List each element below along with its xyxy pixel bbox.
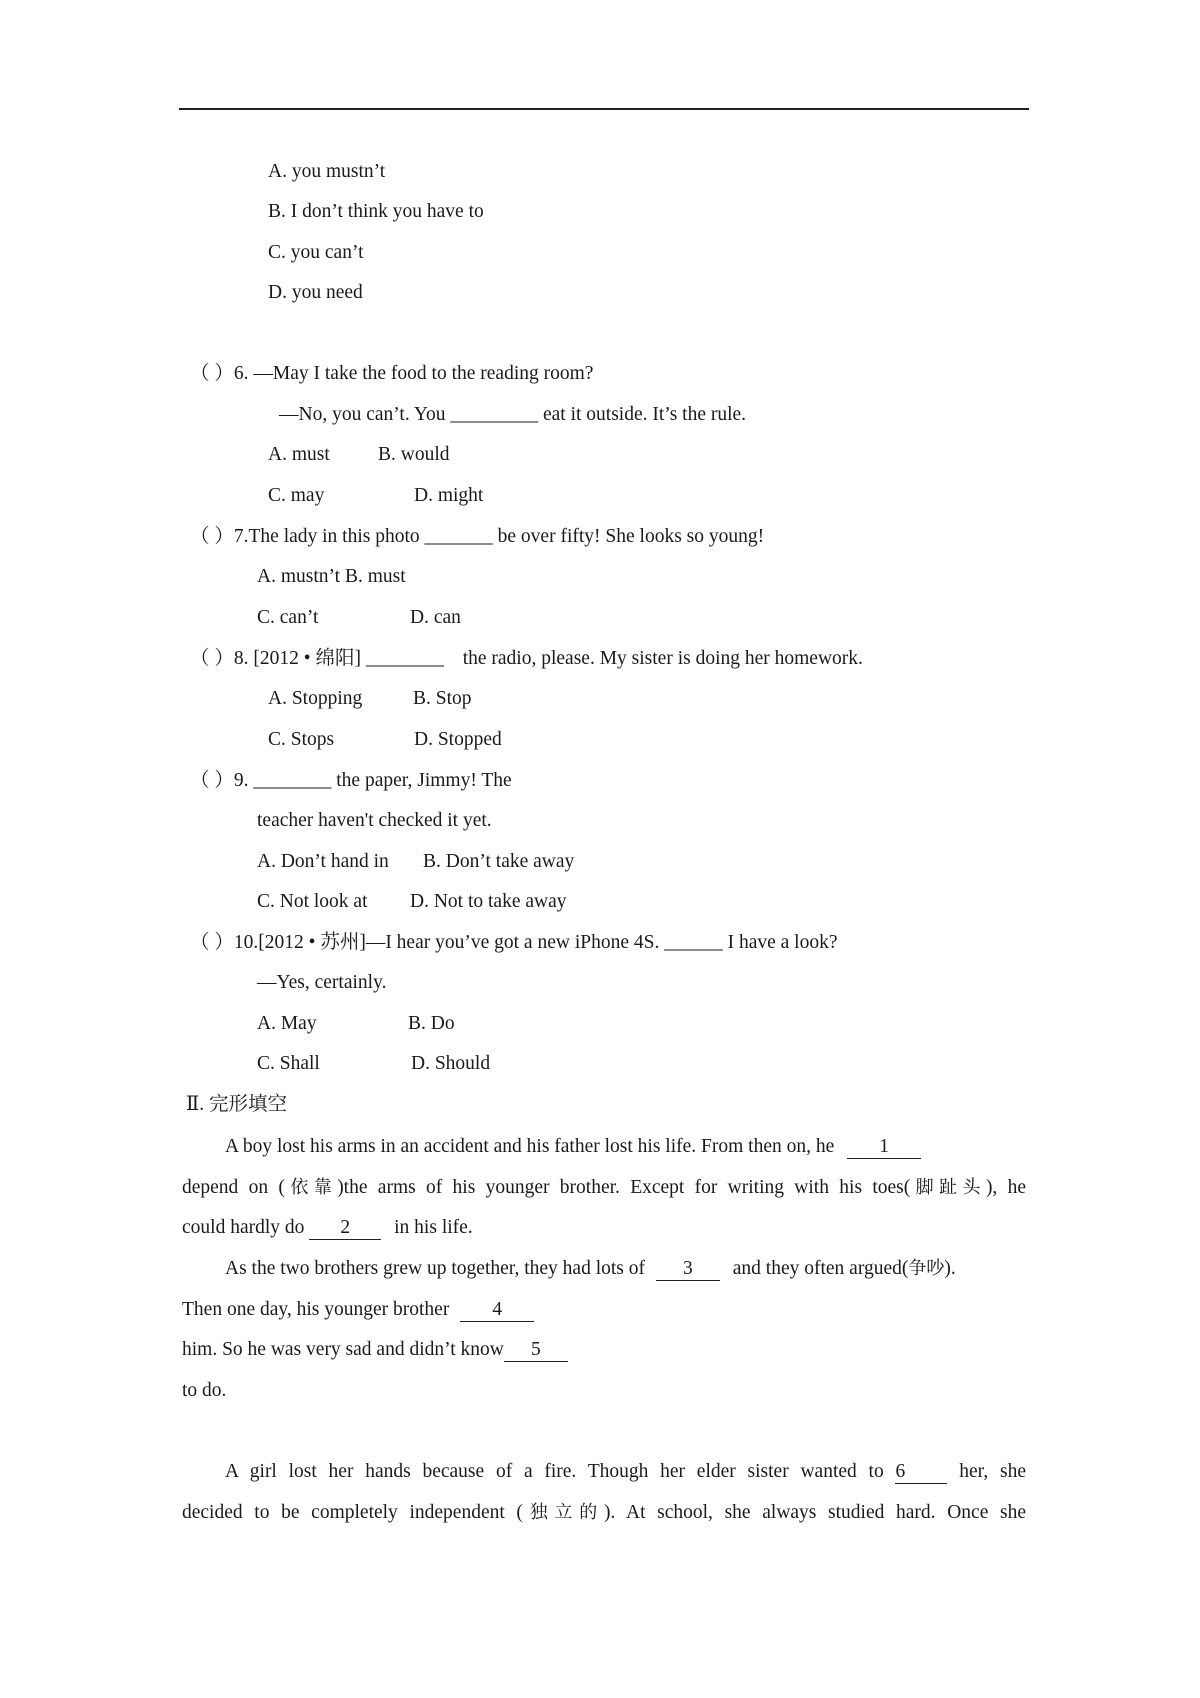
q7-question: （ ）7.The lady in this photo _______ be over fifty! She looks so young! — [190, 526, 765, 547]
q9-option-a: A. Don’t hand in — [257, 851, 389, 872]
q8-option-a: A. Stopping — [268, 688, 363, 709]
q7-blank: _______ — [424, 526, 493, 547]
q5-option-b: B. I don’t think you have to — [268, 201, 484, 222]
q10-line2: —Yes, certainly. — [257, 972, 387, 993]
q7-option-c: C. can’t — [257, 607, 319, 628]
cloze-paragraph-2: As the two brothers grew up together, they had lots of 3 and they often argued(争吵). Then one day, his younger brother 4 him. So he was very sad and didn’t know 5 to do. — [182, 1258, 956, 1401]
q8-question: （ ）8. [2012 • 绵阳] ________ the radio, please. My sister is doing her homework. — [190, 648, 863, 669]
cloze-blank-4: 4 — [460, 1299, 534, 1322]
cloze-blank-6: 6 — [895, 1461, 947, 1484]
q10-question: （ ）10.[2012 • 苏州]—I hear you’ve got a new iPhone 4S. ______ I have a look? — [190, 932, 838, 953]
q10-blank: ______ — [664, 932, 723, 953]
q6-blank: _________ — [450, 404, 539, 425]
q9-blank: ________ — [253, 770, 332, 791]
q7-option-d: D. can — [410, 607, 461, 628]
q9-option-d: D. Not to take away — [410, 891, 567, 912]
q9-question: （ ）9. ________ the paper, Jimmy! The — [190, 770, 512, 791]
cloze-blank-1: 1 — [847, 1136, 921, 1159]
q6-option-b: B. would — [378, 444, 450, 465]
q9-line2: teacher haven't checked it yet. — [257, 810, 492, 831]
q8-option-c: C. Stops — [268, 729, 335, 750]
cloze-blank-3: 3 — [656, 1258, 720, 1281]
cloze-blank-5: 5 — [504, 1339, 568, 1362]
q6-question — [190, 362, 593, 386]
cloze-paragraph-3: A girl lost her hands because of a fire. Though her elder sister wanted to 6 her, she decided to be completely independent (独立的). At school, she always studied hard. Once she — [182, 1461, 1027, 1523]
answer-paren: （ ）6. — [190, 363, 249, 384]
q10-option-a: A. May — [257, 1013, 317, 1034]
section-heading: Ⅱ. 完形填空 — [186, 1094, 288, 1115]
q5-option-c: C. you can’t — [268, 242, 364, 263]
q8-option-b: B. Stop — [413, 688, 472, 709]
q5-option-a: A. you mustn’t — [268, 161, 386, 182]
q6-option-a: A. must — [268, 444, 330, 465]
q10-option-c: C. Shall — [257, 1053, 320, 1074]
q8-blank: ________ — [365, 648, 444, 669]
cloze-paragraph-1: A boy lost his arms in an accident and his father lost his life. From then on, he 1 depend on (依靠)the arms of his younger brother. Except for writing with his toes(脚趾头), he could hardly do 2 in his life. — [182, 1136, 1027, 1238]
q8-option-d: D. Stopped — [414, 729, 502, 750]
q10-option-b: B. Do — [408, 1013, 455, 1034]
header-rule — [179, 108, 1029, 110]
q5-option-d: D. you need — [268, 282, 363, 303]
q10-option-d: D. Should — [411, 1053, 491, 1074]
q6-option-c: C. may — [268, 485, 325, 506]
q7-options-ab: A. mustn’t B. must — [257, 566, 406, 587]
q6-line1: —May I take the food to the reading room? — [253, 363, 594, 384]
q6-line2: —No, you can’t. You _________ eat it outside. It’s the rule. — [279, 404, 747, 425]
cloze-blank-2: 2 — [309, 1217, 381, 1240]
q9-option-c: C. Not look at — [257, 891, 368, 912]
q6-option-d: D. might — [414, 485, 484, 506]
q9-option-b: B. Don’t take away — [423, 851, 575, 872]
